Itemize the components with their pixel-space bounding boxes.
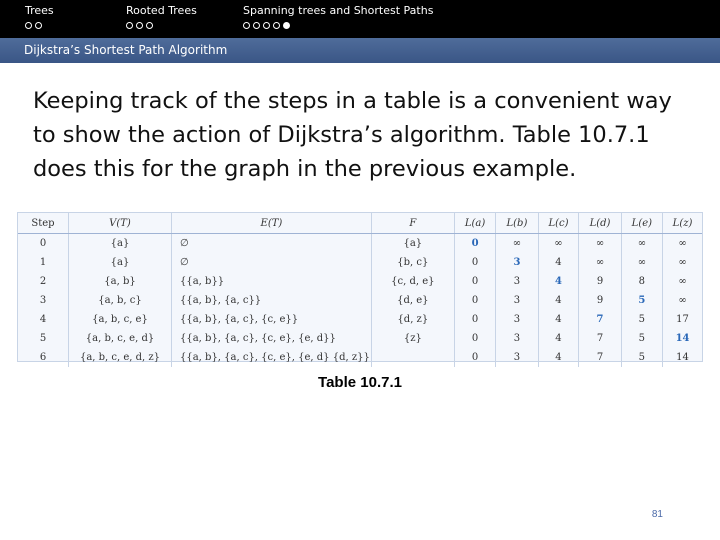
nav-section-trees[interactable] (25, 4, 54, 29)
table-cell: ∅ (172, 234, 372, 254)
table-cell: {{a, b}} (172, 272, 372, 291)
nav-dot[interactable] (263, 22, 270, 29)
column-header: L(b) (496, 213, 538, 234)
column-header: V(T) (69, 213, 172, 234)
nav-dots-spanning-trees (243, 22, 433, 29)
table-cell: 0 (454, 348, 495, 367)
table-cell: {z} (371, 329, 454, 348)
column-header: L(a) (454, 213, 495, 234)
nav-dot[interactable] (25, 22, 32, 29)
table-cell: 17 (676, 314, 689, 325)
nav-dots-rooted-trees (126, 22, 197, 29)
column-header: F (371, 213, 454, 234)
column-header: L(z) (663, 213, 702, 234)
table-cell: ∞ (538, 234, 579, 254)
table-cell: ∞ (496, 234, 538, 254)
table-cell: 4 (538, 272, 579, 291)
table-cell: 0 (454, 234, 495, 254)
table-cell: {a, b} (69, 272, 172, 291)
table-cell: {a, b, c} (69, 291, 172, 310)
table-cell: {d, e} (371, 291, 454, 310)
table-cell: ∞ (678, 295, 687, 306)
table-cell: 0 (454, 291, 495, 310)
table-cell: ∅ (172, 253, 372, 272)
table-cell: 8 (621, 272, 662, 291)
table-cell: 9 (579, 272, 621, 291)
table-cell: 5 (621, 291, 662, 310)
table-cell: 7 (579, 310, 621, 329)
table-cell: 5 (621, 348, 662, 367)
table-cell: {{a, b}, {a, c}, {c, e}, {e, d} {d, z}} (172, 348, 372, 367)
table-cell: ∞ (579, 253, 621, 272)
nav-title-rooted-trees[interactable]: Rooted Trees (126, 4, 197, 17)
table-cell: 7 (579, 329, 621, 348)
table-cell: 1 (18, 253, 69, 272)
table-cell: {{a, b}, {a, c}, {c, e}} (172, 310, 372, 329)
nav-dot-current[interactable] (283, 22, 290, 29)
table-cell: 3 (496, 291, 538, 310)
table-cell: {{a, b}, {a, c}} (172, 291, 372, 310)
table-cell: 7 (579, 348, 621, 367)
nav-dot[interactable] (136, 22, 143, 29)
section-subtitle-bar (0, 38, 720, 63)
column-header: L(e) (621, 213, 662, 234)
nav-section-rooted-trees[interactable] (126, 4, 197, 29)
table-cell: ∞ (678, 276, 687, 287)
table-row (18, 291, 702, 310)
nav-dot[interactable] (243, 22, 250, 29)
table-cell: {a} (69, 234, 172, 254)
table-cell: 14 (675, 333, 690, 344)
table-cell: 0 (454, 272, 495, 291)
slide-number: 81 (651, 509, 663, 520)
table-cell: 5 (18, 329, 69, 348)
nav-dot[interactable] (35, 22, 42, 29)
table-cell: 3 (496, 329, 538, 348)
table-cell: ∞ (621, 253, 662, 272)
table-cell: 4 (538, 329, 579, 348)
table-cell: ∞ (621, 234, 662, 254)
table-cell: {a, b, c, e} (69, 310, 172, 329)
table-cell: 3 (496, 253, 538, 272)
table-row (18, 234, 702, 254)
table-cell: ∞ (678, 238, 687, 249)
table-cell: 0 (454, 310, 495, 329)
table-cell: 4 (538, 291, 579, 310)
table-cell: 3 (18, 291, 69, 310)
table-row (18, 272, 702, 291)
table-cell: 0 (454, 253, 495, 272)
column-header: Step (18, 213, 69, 234)
table-cell: 4 (538, 253, 579, 272)
table-cell: 4 (538, 348, 579, 367)
table-body (18, 234, 702, 368)
column-header: L(d) (579, 213, 621, 234)
table-cell: 14 (676, 352, 689, 363)
table-cell: 9 (579, 291, 621, 310)
table-row (18, 310, 702, 329)
nav-dot[interactable] (273, 22, 280, 29)
nav-section-spanning-trees[interactable] (243, 4, 433, 29)
table-row (18, 329, 702, 348)
table-cell: 6 (18, 348, 69, 367)
table-cell: 4 (18, 310, 69, 329)
dijkstra-table (17, 212, 703, 362)
top-navigation-bar (0, 0, 720, 38)
table-cell: {a, b, c, e, d} (69, 329, 172, 348)
column-header: E(T) (172, 213, 372, 234)
table-row (18, 253, 702, 272)
table-cell: 0 (454, 329, 495, 348)
table-cell: {b, c} (371, 253, 454, 272)
nav-dot[interactable] (146, 22, 153, 29)
table-cell: 3 (496, 310, 538, 329)
nav-title-spanning-trees[interactable]: Spanning trees and Shortest Paths (243, 4, 434, 17)
nav-title-trees[interactable]: Trees (25, 4, 54, 17)
nav-dots-trees (25, 22, 54, 29)
table-cell: 3 (496, 348, 538, 367)
table-caption: Table 10.7.1 (318, 374, 402, 391)
section-subtitle: Dijkstra’s Shortest Path Algorithm (24, 43, 228, 57)
body-paragraph: Keeping track of the steps in a table is a convenient way to show the action of Dijkstra’s algorithm. Table 10.7.1 does this for the graph in the previous example. (33, 88, 672, 182)
nav-dot[interactable] (126, 22, 133, 29)
table-cell: 4 (538, 310, 579, 329)
table-cell: 3 (496, 272, 538, 291)
nav-dot[interactable] (253, 22, 260, 29)
table-cell: {a, b, c, e, d, z} (69, 348, 172, 367)
table-cell: {{a, b}, {a, c}, {c, e}, {e, d}} (172, 329, 372, 348)
table-cell: {c, d, e} (371, 272, 454, 291)
table-cell: {d, z} (371, 310, 454, 329)
column-header: L(c) (538, 213, 579, 234)
table-cell: {a} (69, 253, 172, 272)
table-cell: 2 (18, 272, 69, 291)
table-cell: 5 (621, 329, 662, 348)
table-row (18, 348, 702, 367)
table-cell (371, 348, 454, 367)
table-cell: ∞ (579, 234, 621, 254)
table-cell: 5 (621, 310, 662, 329)
table-cell: 0 (18, 234, 69, 254)
table-cell: {a} (371, 234, 454, 254)
table-cell: ∞ (678, 257, 687, 268)
table-header-row (18, 213, 702, 234)
